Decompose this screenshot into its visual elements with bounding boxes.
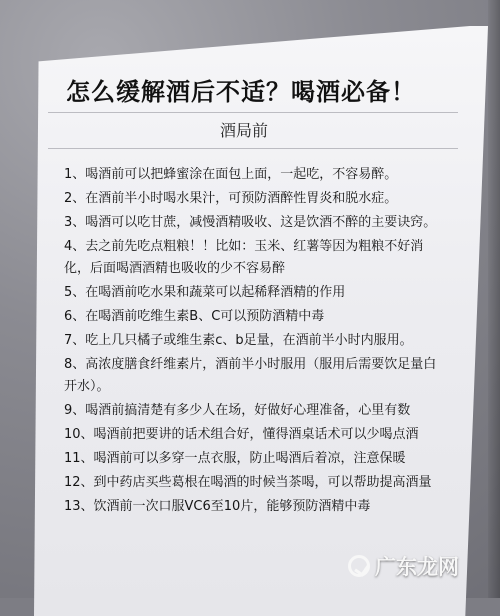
tip-item-8: 8、高浓度膳食纤维素片，酒前半小时服用（服用后需要饮足量白开水）。	[64, 357, 437, 394]
tip-item-3: 3、喝酒可以吃甘蔗，减慢酒精吸收、这是饮酒不醉的主要诀窍。	[64, 215, 437, 230]
tip-item-4: 4、去之前先吃点粗粮！！比如：玉米、红薯等因为粗粮不好消化，后面喝酒酒精也吸收的少不容易醉	[64, 239, 424, 276]
section-heading: 酒局前	[220, 121, 269, 140]
watermark	[348, 552, 466, 580]
tip-item-10: 10、喝酒前把要讲的话术组合好，懂得酒桌话术可以少喝点酒	[64, 427, 419, 442]
tip-item-6: 6、在喝酒前吃维生素B、C可以预防酒精中毒	[64, 309, 325, 324]
document-title: 怎么缓解酒后不适？喝酒必备！	[66, 78, 416, 106]
tip-item-11: 11、喝酒前可以多穿一点衣服，防止喝酒后着凉，注意保暖	[64, 451, 406, 466]
section-top-line	[48, 112, 458, 113]
tip-item-1: 1、喝酒前可以把蜂蜜涂在面包上面，一起吃，不容易醉。	[64, 167, 398, 182]
tip-item-9: 9、喝酒前搞清楚有多少人在场，好做好心理准备，心里有数	[64, 403, 411, 418]
tip-item-2: 2、在酒前半小时喝水果汁，可预防酒醉性胃炎和脱水症。	[64, 191, 398, 206]
circle-check-icon	[348, 555, 370, 577]
tips-list	[64, 164, 449, 520]
tip-item-13: 13、饮酒前一次口服VC6至10片，能够预防酒精中毒	[64, 499, 371, 514]
watermark-text: 广东龙网	[375, 555, 459, 579]
tip-item-12: 12、到中药店买些葛根在喝酒的时候当茶喝，可以帮助提高酒量	[64, 475, 432, 490]
tip-item-7: 7、吃上几只橘子或维生素c、b足量，在酒前半小时内服用。	[64, 333, 413, 348]
right-edge-shadow	[488, 0, 500, 598]
section-bottom-line	[48, 148, 458, 149]
tip-item-5: 5、在喝酒前吃水果和蔬菜可以起稀释酒精的作用	[64, 285, 346, 300]
